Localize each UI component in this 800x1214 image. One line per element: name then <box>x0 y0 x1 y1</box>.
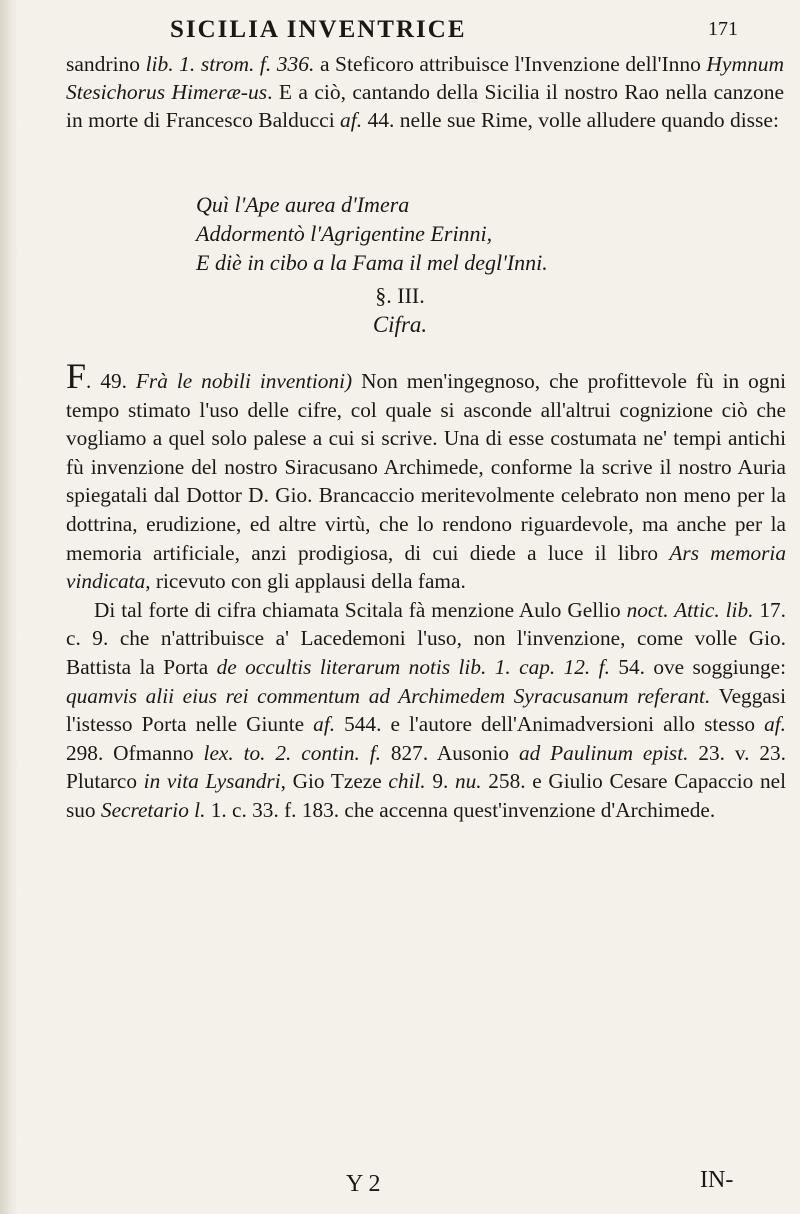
book-title: Ars memoria vindicata <box>66 540 786 594</box>
body-paragraph <box>66 596 786 825</box>
running-title: SICILIA INVENTRICE <box>170 16 467 43</box>
section-body <box>66 356 787 825</box>
text-run: 1. c. 33. f. 183. che accenna quest'invenzione d'Archimede. <box>205 797 716 822</box>
text-run: a Steficoro attribuisce l'Invenzione dell'Inno <box>314 52 707 76</box>
citation: chil. <box>388 769 426 794</box>
text-run: Veggasi l'istesso Porta nelle Giunte <box>66 683 787 737</box>
text-run: Non men'ingegnoso, che profittevole fù in ogni tempo stimato l'uso delle cifre, col quale si asconde all'altrui cognizione ciò che vogliamo a quel solo palese a cui si scrive. Una di esse costumata ne' tempi antichi fù invenzione del nostro Siracusano Archimede, conforme la scrive il nostro Auria spiegatali dal Dottor D. Gio. Brancaccio meritevolmente celebrato non meno per la dottrina, erudizione, ed altre virtù, che lo rendono riguardevole, ma anche per la memoria artificiale, anzi prodigiosa, di cui diede a luce il libro <box>66 369 787 565</box>
text-run: 17. c. 9. che n'attribuisce a' Lacedemoni l'uso, non l'invenzione, come volle Gio. Battista la Porta <box>66 597 786 679</box>
citation: lex. to. 2. contin. f. <box>203 740 381 765</box>
text-run: 23. v. 23. Plutarco <box>66 740 787 794</box>
text-run: 54. ove soggiunge: <box>609 654 786 679</box>
citation: ad Paulinum epist. <box>518 740 689 765</box>
verse-quotation <box>196 190 756 277</box>
verse-line: Addormentò l'Agrigentine Erinni, <box>196 221 493 246</box>
text-run: 258. e Giulio Cesare Capaccio nel suo <box>66 769 787 822</box>
text-run: Di tal forte di cifra chiamata Scitala fà menzione Aulo Gellio <box>94 597 627 622</box>
signature-mark: Y 2 <box>346 1171 381 1197</box>
text-run: 44. nelle sue Rime, volle alludere quando disse: <box>362 108 779 132</box>
latin-quotation: quamvis alii eius rei commentum ad Archimedem Syracusanum referant. <box>66 683 711 708</box>
citation: de occultis literarum notis lib. 1. cap. 12. f. <box>216 654 610 679</box>
citation: af. <box>764 712 786 737</box>
text-run: 544. e l'autore dell'Animadversioni allo stesso <box>335 712 765 737</box>
lemma: Frà le nobili inventioni) <box>135 369 353 393</box>
text-run: 827. Ausonio <box>380 740 519 765</box>
catchword: IN- <box>700 1167 734 1193</box>
text-run: sandrino <box>66 52 146 76</box>
citation: Secretario l. <box>100 797 206 822</box>
text-run: 298. Ofmanno <box>66 740 204 765</box>
body-paragraph <box>66 356 787 596</box>
intro-paragraph <box>66 50 784 134</box>
section-title: Cifra. <box>372 312 428 337</box>
text-run: , Gio Tzeze <box>280 769 389 794</box>
citation: af. <box>340 108 363 132</box>
citation: lib. 1. strom. f. 336. <box>145 52 315 76</box>
text-run: . E a ciò, cantando della Sicilia il nostro Rao nella canzone in morte di Francesco Balducci <box>66 80 785 132</box>
citation: in vita Lysandri <box>143 769 281 794</box>
drop-cap: F <box>66 356 87 396</box>
text-run: 9. <box>425 769 455 794</box>
running-header <box>0 10 800 50</box>
text-run: . 49. <box>86 369 136 393</box>
citation: nu. <box>454 769 482 794</box>
verse-line: Quì l'Ape aurea d'Imera <box>196 192 410 217</box>
page-gutter-shadow <box>0 0 18 1214</box>
citation: af. <box>313 712 336 737</box>
page-footer <box>0 1165 800 1205</box>
citation: noct. Attic. lib. <box>626 597 754 622</box>
text-run: , ricevuto con gli applausi della fama. <box>145 569 466 594</box>
section-number: §. III. <box>375 283 425 308</box>
quotation: Hymnum Stesichorus Himeræ-us <box>66 52 785 104</box>
page-number: 171 <box>708 18 738 40</box>
verse-line: E diè in cibo a la Fama il mel degl'Inni. <box>196 250 548 275</box>
